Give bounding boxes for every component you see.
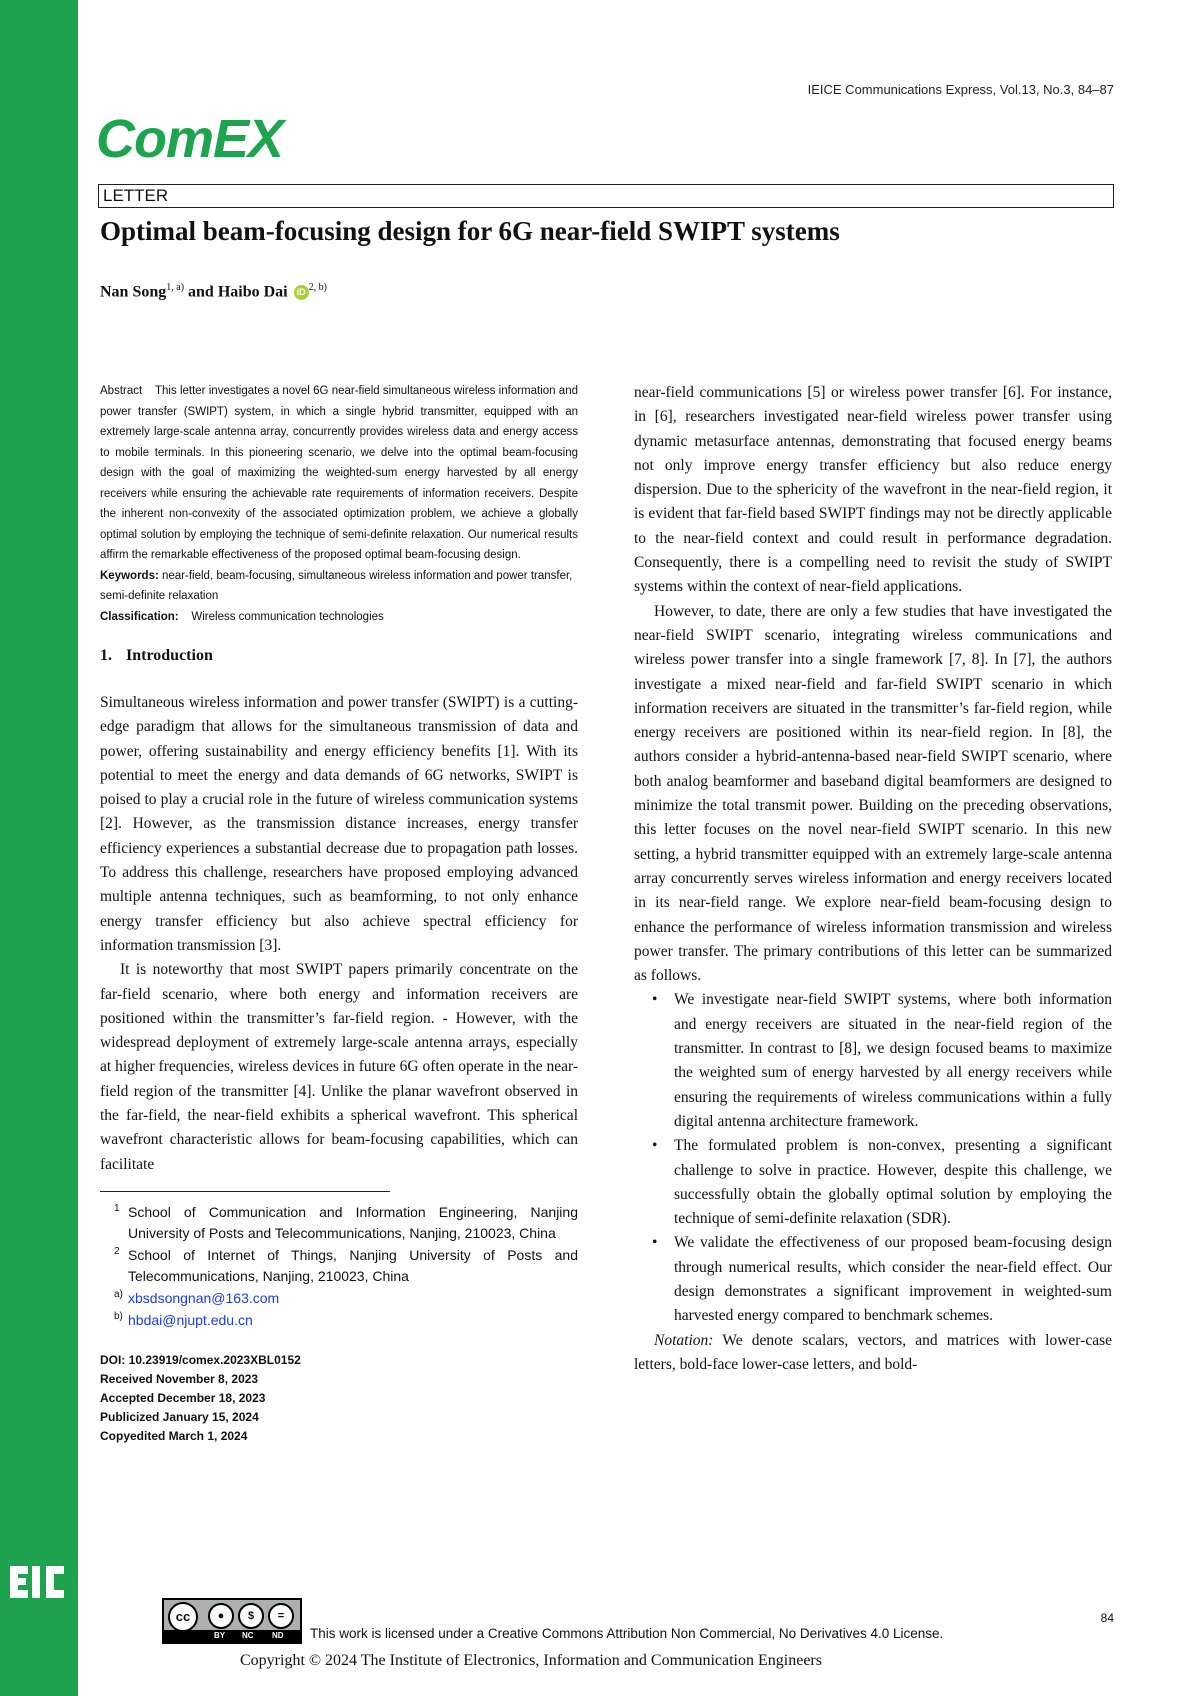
footnote-rule <box>100 1191 390 1192</box>
email-link-a[interactable]: xbsdsongnan@163.com <box>128 1289 280 1306</box>
letter-label: LETTER <box>103 186 169 205</box>
list-item-text: We validate the effectiveness of our proposed beam-focusing design through numerical results, which consider the near-field effect. Our design demonstrates a significant improvement in weighted-sum harvested energy compared to benchmark schemes. <box>674 1234 1112 1325</box>
classification <box>100 607 578 628</box>
date-received: Received November 8, 2023 <box>100 1371 259 1386</box>
abstract <box>100 381 578 566</box>
abstract-text: This letter investigates a novel 6G near-field simultaneous wireless information and power transfer (SWIPT) system, in which a single hybrid transmitter, equipped with an extremely large-scale antenna array, concurrently provides wireless data and energy access to mobile terminals. In this pioneering scenario, we delve into the optimal beam-focusing design with the goal of maximizing the weighted-sum energy harvested by all energy receivers while ensuring the achievable rate requirements of information receivers. Despite the inherent non-convexity of the associated optimization problem, we achieve a globally optimal solution by employing the technique of semi-definite relaxation. Our numerical results affirm the remarkable effectiveness of the proposed optimal beam-focusing design. <box>100 385 578 561</box>
footnote-2-mark: 2 <box>114 1245 120 1257</box>
notation-text: We denote scalars, vectors, and matrices with lower-case letters, bold-face lower-case letters, and bold- <box>634 1331 1112 1373</box>
cc-nc-icon: $ <box>238 1603 264 1629</box>
section-title: Introduction <box>126 647 213 664</box>
paper-title: Optimal beam-focusing design for 6G near-field SWIPT systems <box>100 216 840 246</box>
cc-by-icon: ● <box>208 1603 234 1629</box>
intro-paragraph-2: It is noteworthy that most SWIPT papers primarily concentrate on the far-field scenario, where both energy and information receivers are positioned within the transmitter’s far-field region. - However, with the widespread deployment of extremely large-scale antenna arrays, especially at higher frequencies, wireless devices in future 6G often operate in the near-field region of the transmitter [4]. Unlike the planar wavefront observed in the far-field, the near-field exhibits a spherical wavefront. This spherical wavefront characteristic allows for beam-focusing capabilities, which can facilitate <box>100 961 578 1173</box>
cc-nd-label: ND <box>272 1631 284 1640</box>
intro-paragraph-2-continued: near-field communications [5] or wireless power transfer [6]. For instance, in [6], researchers investigated near-field wireless power transfer using dynamic metasurface antennas, demonstrating that focused energy beams not only improve energy transfer efficiency but also reduce energy dispersion. Due to the sphericity of the wavefront in the near-field region, it is evident that far-field based SWIPT findings may not be directly applicable to the near-field context and could result in performance degradation. Consequently, there is a compelling need to revisit the study of SWIPT systems within the context of near-field applications. <box>634 384 1112 596</box>
cc-icon: cc <box>168 1602 198 1632</box>
page-number: 84 <box>1100 1611 1114 1625</box>
letter-section-box <box>98 184 1114 208</box>
bullet-icon: • <box>652 1137 658 1155</box>
email-link-b[interactable]: hbdai@njupt.edu.cn <box>128 1311 253 1328</box>
journal-reference: IEICE Communications Express, Vol.13, No.3, 84–87 <box>807 82 1114 97</box>
list-item <box>652 988 1112 1134</box>
cc-nd-icon: = <box>268 1603 294 1629</box>
author-1: Nan Song <box>100 283 167 301</box>
section-heading-introduction <box>100 647 578 665</box>
keywords <box>100 566 578 607</box>
keywords-text: near-field, beam-focusing, simultaneous wireless information and power transfer, semi-definite relaxation <box>100 569 573 602</box>
intro-paragraph-3: However, to date, there are only a few studies that have investigated the near-field SWIPT scenario, integrating wireless communications and wireless power transfer into a single framework [7, 8]. In [7], the authors investigate a mixed near-field and far-field SWIPT scenario in which information receivers are situated in the transmitter’s far-field region, while energy receivers are positioned within its near-field region. In [8], the authors consider a hybrid-antenna-based near-field SWIPT scenario, where both analog beamformer and baseband digital beamformers are designed to minimize the total transmit power. Building on the preceding observations, this letter focuses on the novel near-field SWIPT scenario. In this new setting, a hybrid transmitter equipped with an extremely large-scale antenna array concurrently serves wireless information and energy receivers located in its near-field range. We explore near-field beam-focusing design to enhance the performance of wireless information transmission and wireless power transfer. The primary contributions of this letter can be summarized as follows. <box>634 602 1112 985</box>
author-2-affil: 2, b) <box>308 282 327 293</box>
list-item <box>652 1134 1112 1231</box>
author-and: and <box>188 283 214 301</box>
footnote-a-mark: a) <box>114 1288 123 1300</box>
eic-logo-icon <box>6 1560 68 1604</box>
section-number: 1. <box>100 647 112 664</box>
green-sidebar <box>0 0 78 1696</box>
contributions-list <box>634 988 1112 1328</box>
footnote-a <box>100 1288 578 1309</box>
footnote-1 <box>100 1202 578 1244</box>
date-copyedited: Copyedited March 1, 2024 <box>100 1428 248 1443</box>
footnote-b <box>100 1310 578 1331</box>
intro-paragraph-1: Simultaneous wireless information and power transfer (SWIPT) is a cutting-edge paradigm that allows for the simultaneous transmission of data and power, offering sustainability and energy efficiency benefits [1]. With its potential to meet the energy and data demands of 6G networks, SWIPT is poised to play a crucial role in the future of wireless communication systems [2]. However, as the transmission distance increases, energy transfer efficiency experiences a substantial decrease due to propagation path losses. To address this challenge, researchers have proposed employing advanced multiple antenna techniques, such as beamforming, to not only enhance energy transfer efficiency but also achieve spectral efficiency for information transmission [3]. <box>100 694 578 954</box>
footnote-1-text: School of Communication and Information Engineering, Nanjing University of Posts and Telecommunications, Nanjing, 210023, China <box>128 1203 578 1241</box>
author-1-affil: 1, a) <box>166 282 185 293</box>
list-item-text: The formulated problem is non-convex, presenting a significant challenge to solve in practice. However, despite this challenge, we successfully obtain the globally optimal solution by employing the technique of semi-definite relaxation (SDR). <box>674 1137 1112 1228</box>
classification-text: Wireless communication technologies <box>191 610 384 623</box>
comex-logo: ComEX <box>96 109 284 169</box>
cc-license-badge-icon[interactable] <box>162 1598 302 1644</box>
cc-nc-label: NC <box>242 1631 254 1640</box>
publication-dates <box>100 1351 578 1446</box>
list-item <box>652 1231 1112 1328</box>
date-publicized: Publicized January 15, 2024 <box>100 1409 259 1424</box>
classification-label: Classification: <box>100 610 179 623</box>
notation-paragraph <box>634 1329 1112 1378</box>
notation-label: Notation: <box>654 1331 714 1349</box>
left-column <box>100 381 578 1446</box>
abstract-label: Abstract <box>100 385 143 397</box>
bullet-icon: • <box>652 1234 658 1252</box>
list-item-text: We investigate near-field SWIPT systems, where both information and energy receivers are situated in the near-field region of the transmitter. In contrast to [8], we design focused beams to maximize the weighted sum of energy harvested by all energy receivers while ensuring the requirements of wireless communications within a fully digital antenna architecture framework. <box>674 991 1112 1130</box>
bullet-icon: • <box>652 991 658 1009</box>
right-column <box>634 381 1112 1377</box>
cc-by-label: BY <box>214 1631 226 1640</box>
keywords-label: Keywords: <box>100 569 159 582</box>
footnote-2 <box>100 1245 578 1287</box>
copyright-notice: Copyright © 2024 The Institute of Electronics, Information and Communication Engineers <box>240 1652 822 1669</box>
author-line <box>100 282 327 301</box>
date-accepted: Accepted December 18, 2023 <box>100 1390 266 1405</box>
author-2: Haibo Dai <box>217 283 288 301</box>
license-statement: This work is licensed under a Creative Commons Attribution Non Commercial, No Derivatives 4.0 License. <box>310 1626 944 1641</box>
footnote-1-mark: 1 <box>114 1202 120 1214</box>
doi[interactable]: DOI: 10.23919/comex.2023XBL0152 <box>100 1352 301 1367</box>
footnote-b-mark: b) <box>114 1310 123 1322</box>
orcid-icon[interactable]: iD <box>294 285 309 300</box>
footnote-2-text: School of Internet of Things, Nanjing University of Posts and Telecommunications, Nanjing, 210023, China <box>128 1246 578 1284</box>
cc-strip <box>164 1630 300 1642</box>
